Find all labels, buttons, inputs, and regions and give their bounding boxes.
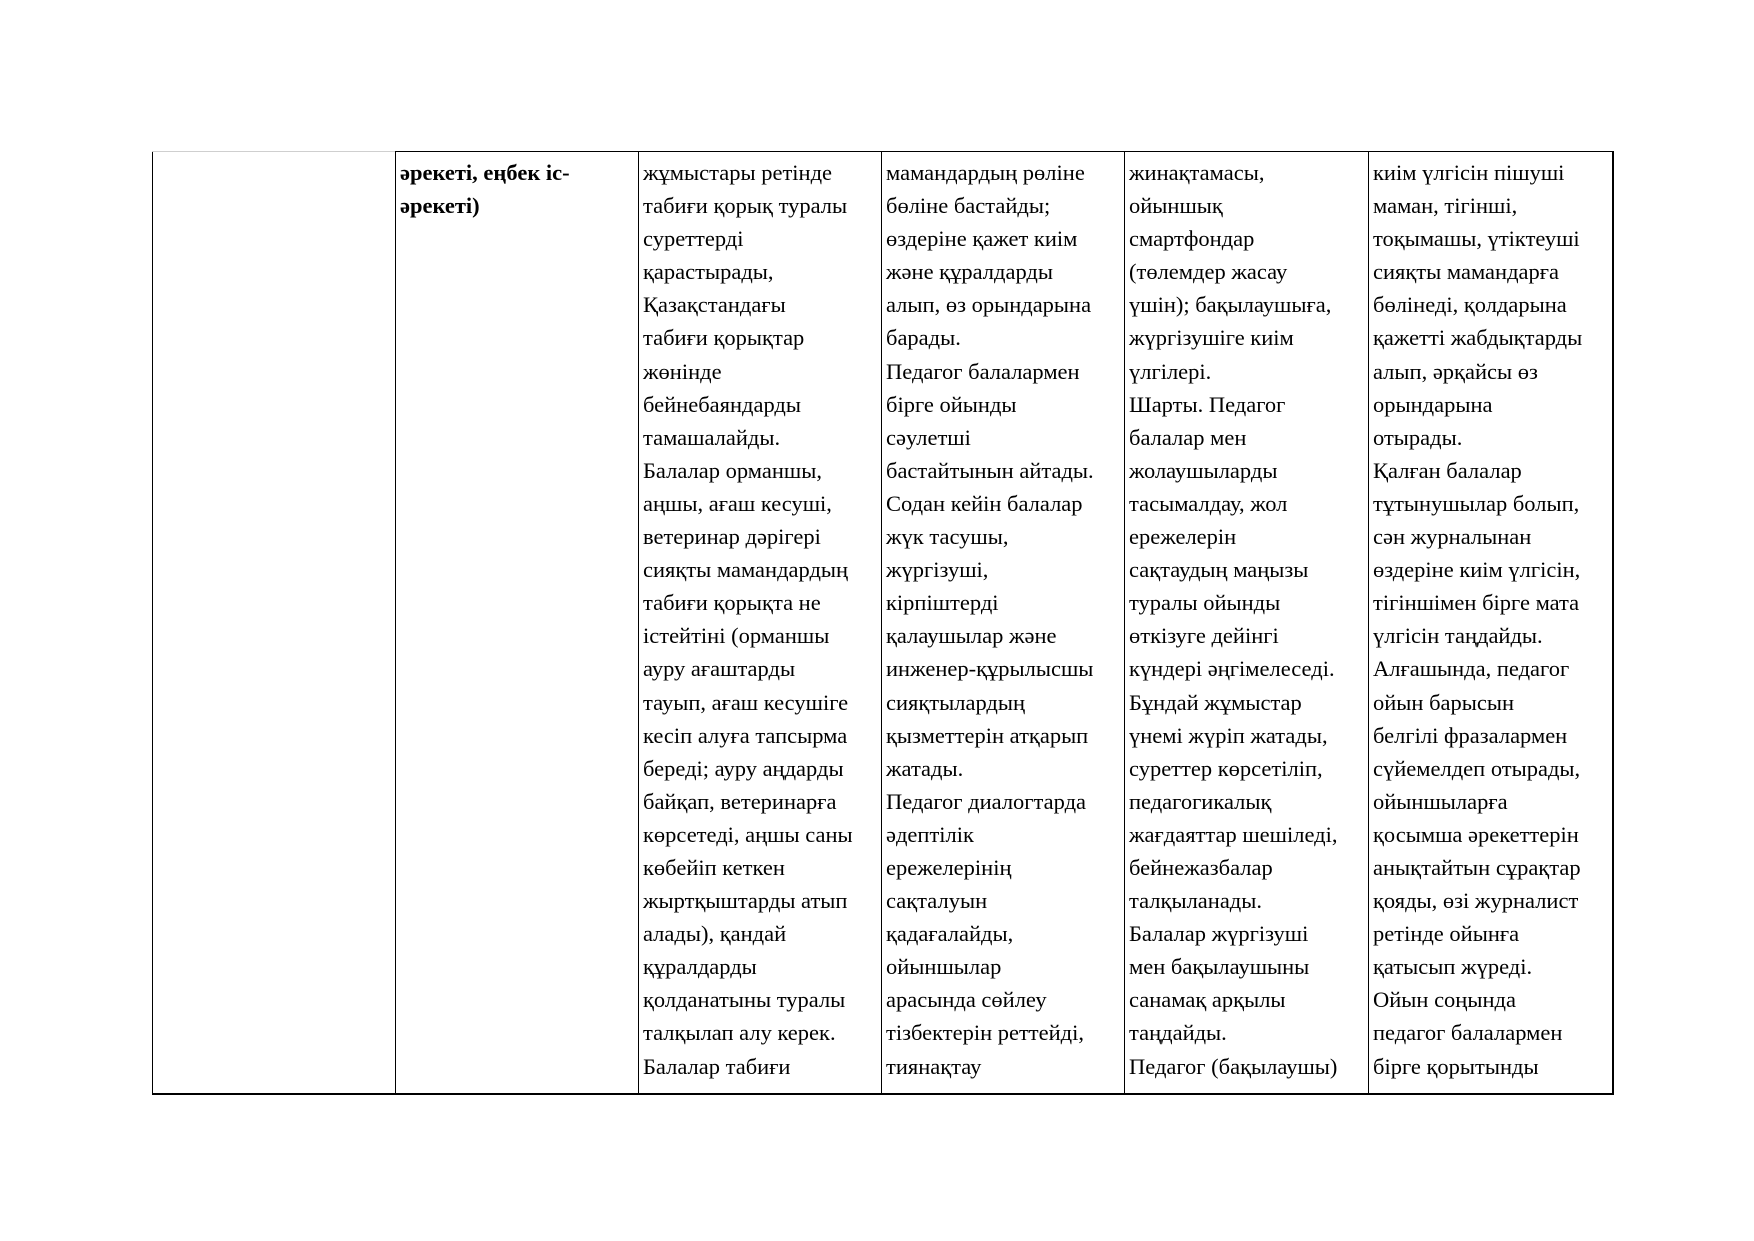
cell-text: киім үлгісін пішуші маман, тігінші, тоқымашы, үтіктеуші сияқты мамандарға бөлінеді, қолдарына қажетті жабдықтарды алып, әрқайсы өз орындарына отырады. Қалған балалар тұтынушылар болып, сән журналынан өздеріне киім үлгісін, тігіншімен бірге мата үлгісін таңдайды. Алғашында, педагог ойын барысын белгілі фразалармен сүйемелдеп отырады, ойыншыларға қосымша әрекеттерін анықтайтын сұрақтар қояды, өзі журналист ретінде ойынға қатысып жүреді. Ойын соңында педагог балалармен бірге қорытынды xyxy=(1373,160,1583,1079)
table-cell-col-1 xyxy=(153,152,396,1095)
table-cell-col-3 xyxy=(639,152,882,1095)
table-cell-col-2 xyxy=(396,152,639,1095)
cell-text: мамандардың рөліне бөліне бастайды; өздеріне қажет киім және құралдарды алып, өз орындарына барады. Педагог балалармен бірге ойынды сәулетші бастайтынын айтады. Содан кейін балалар жүк тасушы, жүргізуші, кірпіштерді қалаушылар және инженер-құрылысшы сияқтылардың қызметтерін атқарып жатады. Педагог диалогтарда әдептілік ережелерінің сақталуын қадағалайды, ойыншылар арасында сөйлеу тізбектерін реттейді, тиянақтау xyxy=(886,160,1094,1079)
cell-text: жұмыстары ретінде табиғи қорық туралы суреттерді қарастырады, Қазақстандағы табиғи қорықтар жөнінде бейнебаяндарды тамашалайды. Балалар орманшы, аңшы, ағаш кесуші, ветеринар дәрігері сияқты мамандардың табиғи қорықта не істейтіні (орманшы ауру ағаштарды тауып, ағаш кесушіге кесіп алуға тапсырма береді; ауру аңдарды байқап, ветеринарға көрсетеді, аңшы саны көбейіп кеткен жыртқыштарды атып алады), қандай құралдарды қолданатыны туралы талқылап алу керек. Балалар табиғи xyxy=(643,160,853,1079)
content-table xyxy=(152,151,1614,1095)
table-cell-col-6 xyxy=(1369,152,1613,1095)
cell-text: әрекеті, еңбек іс- әрекеті) xyxy=(400,160,570,219)
table-cell-col-5 xyxy=(1125,152,1369,1095)
cell-text: жинақтамасы, ойыншық смартфондар (төлемдер жасау үшін); бақылаушыға, жүргізушіге киім үлгілері. Шарты. Педагог балалар мен жолаушыларды тасымалдау, жол ережелерін сақтаудың маңызы туралы ойынды өткізуге дейінгі күндері әңгімелеседі. Бұндай жұмыстар үнемі жүріп жатады, суреттер көрсетіліп, педагогикалық жағдаяттар шешіледі, бейнежазбалар талқыланады. Балалар жүргізуші мен бақылаушыны санамақ арқылы таңдайды. Педагог (бақылаушы) xyxy=(1129,160,1338,1079)
table-row xyxy=(153,152,1613,1095)
table-cell-col-4 xyxy=(882,152,1125,1095)
